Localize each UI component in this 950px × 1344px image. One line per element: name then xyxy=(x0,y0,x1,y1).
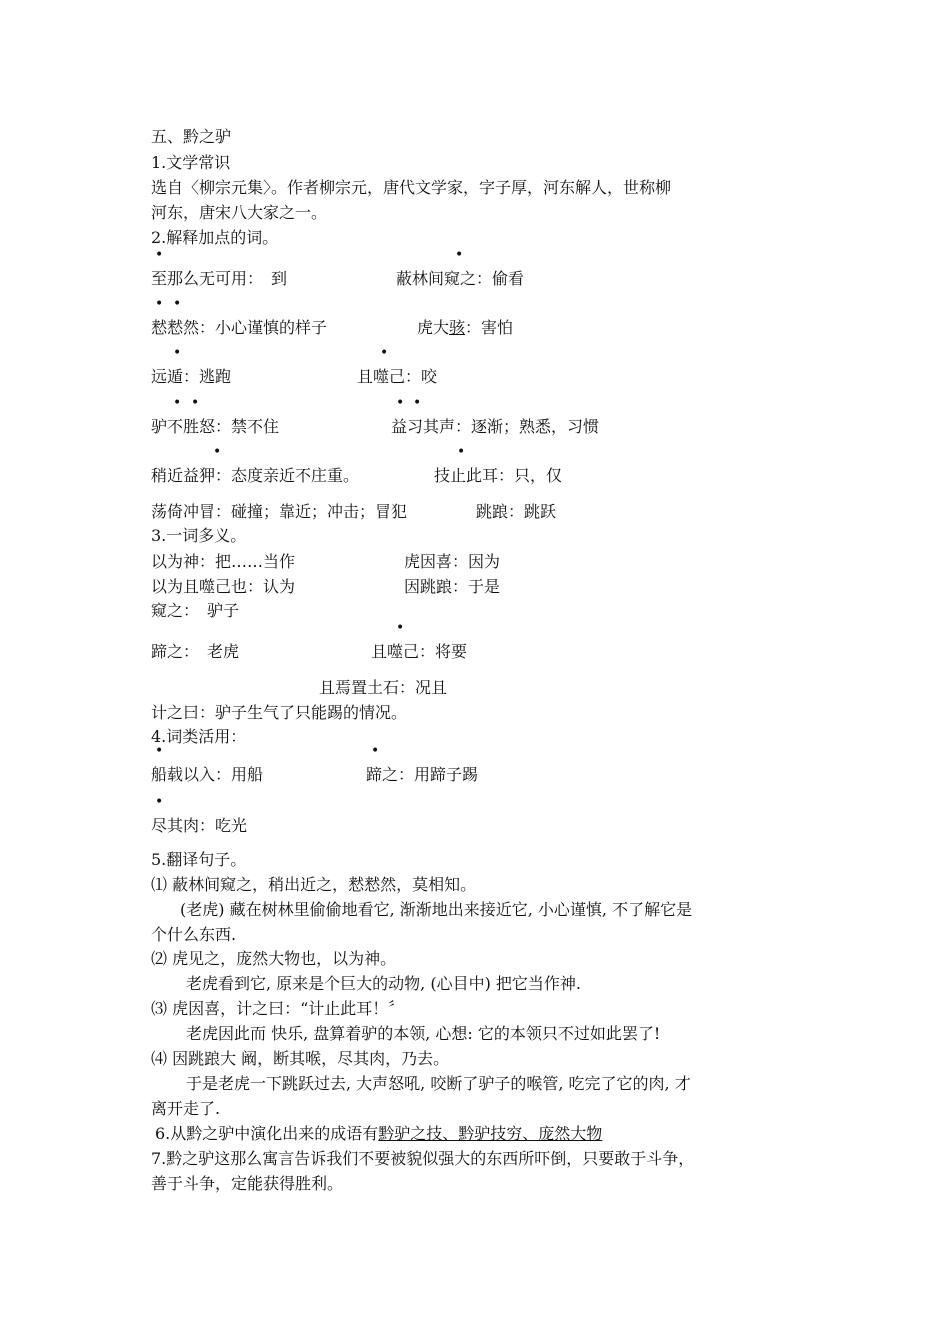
s2-row-2-right xyxy=(417,317,513,339)
s2-row-3-left: 远遁：逃跑 xyxy=(151,367,232,386)
s2-row-6-right: 跳踉：跳跃 xyxy=(476,502,557,521)
s5-answer-2: 老虎看到它, 原来是个巨大的动物, (心目中) 把它当作神. xyxy=(186,974,582,993)
section-1-text-line-1: 选自〈柳宗元集〉。作者柳宗元，唐代文学家，字子厚，河东解人，世称柳 xyxy=(151,178,672,197)
s3-row-3-left: 窥之： 驴子 xyxy=(151,601,240,620)
s2-row-2-right-pre: 虎大 xyxy=(417,318,450,337)
s3-row-1-left: 以为神：把……当作 xyxy=(151,552,296,571)
s5-question-3: ⑶ 虎因喜，计之曰：“计止此耳！〞 xyxy=(151,999,405,1018)
s2-row-3-right: 且噬己：咬 xyxy=(357,367,438,386)
s2-row-5-left: 稍近益狎：态度亲近不庄重。 xyxy=(151,466,360,485)
s5-question-4: ⑷ 因跳踉大 阚，断其喉，尽其肉，乃去。 xyxy=(151,1049,450,1068)
s5-answer-1-line-1: (老虎) 藏在树林里偷偷地看它, 渐渐地出来接近它, 小心谨慎, 不了解它是 xyxy=(180,900,693,919)
s3-row-1-right: 虎因喜：因为 xyxy=(404,552,501,571)
s2-row-4-left: 驴不胜怒：禁不住 xyxy=(151,417,280,436)
s3-row-5-right: 且焉置土石：况且 xyxy=(319,678,448,697)
s2-row-5-right: 技止此耳：只，仅 xyxy=(434,466,563,485)
section-4-heading: 4.词类活用： xyxy=(151,727,247,746)
s2-row-4-right: 益习其声：逐渐；熟悉，习惯 xyxy=(391,417,600,436)
s2-row-1-right: 蔽林间窥之：偷看 xyxy=(396,269,525,288)
s5-question-2: ⑵ 虎见之，庞然大物也，以为神。 xyxy=(151,949,397,968)
section-2-heading: 2.解释加点的词。 xyxy=(151,228,279,247)
s2-row-2-left: 慭慭然：小心谨慎的样子 xyxy=(151,318,328,337)
section-1-text-line-2: 河东，唐宋八大家之一。 xyxy=(151,203,328,222)
s2-row-6-left: 荡倚冲冒：碰撞；靠近；冲击；冒犯 xyxy=(151,502,408,521)
s4-row-1-right: 蹄之：用蹄子踢 xyxy=(366,765,479,784)
s5-answer-4-line-1: 于是老虎一下跳跃过去, 大声怒吼, 咬断了驴子的喉管, 吃完了它的肉, 才 xyxy=(186,1074,691,1093)
section-3-heading: 3.一词多义。 xyxy=(151,526,247,545)
s3-row-4-right: 且噬己：将要 xyxy=(371,642,468,661)
s5-answer-4-line-2: 离开走了. xyxy=(151,1099,221,1118)
section-7-line-1: 7.黔之驴这那么寓言告诉我们不要被貌似强大的东西所吓倒，只要敢于斗争， xyxy=(151,1149,695,1168)
s3-row-2-left: 以为且噬己也：认为 xyxy=(151,577,296,596)
s2-row-2-right-underlined: 骇 xyxy=(449,318,466,337)
s5-answer-1-line-2: 个什么东西. xyxy=(151,925,237,944)
s4-row-2-left: 尽其肉：吃光 xyxy=(151,816,248,835)
section-7-line-2: 善于斗争，定能获得胜利。 xyxy=(151,1174,344,1193)
s3-row-2-right: 因跳踉：于是 xyxy=(404,577,501,596)
s2-row-1-left: 至那么无可用： 到 xyxy=(151,269,288,288)
s3-row-4-left: 蹄之： 老虎 xyxy=(151,642,240,661)
document-page: 五、黔之驴 1.文学常识 选自〈柳宗元集〉。作者柳宗元，唐代文学家，字子厚，河东解人，世称柳 河东，唐宋八大家之一。 2.解释加点的词。 • • 至那么无可用： 到 蔽林间窥之：偷看 • • 慭慭然：小心谨慎的样子 虎大骇：害怕 • • 远遁：逃跑 且噬己：咬 • • • • 驴不胜怒：禁不住 益习其声：逐渐；熟悉，习惯 • • 稍近益狎：态度亲近不庄重。 技止此耳：只，仅 荡倚冲冒：碰撞；靠近；冲击；冒犯 跳踉：跳跃 3.一词多义。 以为神：把……当作 虎因喜：因为 以为且噬己也：认为 因跳踉：于是 窥之： 驴子 • 蹄之： 老虎 且噬己：将要 且焉置土石：况且 计之曰：驴子生气了只能踢的情况。 4.词类活用： • • 船载以入：用船 蹄之：用蹄子踢 • 尽其肉：吃光 5.翻译句子。 ⑴ 蔽林间窥之，稍出近之，慭慭然，莫相知。 (老虎) 藏在树林里偷偷地看它, 渐渐地出来接近它, 小心谨慎, 不了解它是 个什么东西. ⑵ 虎见之，庞然大物也，以为神。 老虎看到它, 原来是个巨大的动物, (心目中) 把它当作神. ⑶ 虎因喜，计之曰：“计止此耳！〞 老虎因此而 快乐, 盘算着驴的本领, 心想: 它的本领只不过如此罢了! ⑷ 因跳踉大 阚，断其喉，尽其肉，乃去。 于是老虎一下跳跃过去, 大声怒吼, 咬断了驴子的喉管, 吃完了它的肉, 才 离开走了. 6.从黔之驴中演化出来的成语有黔驴之技、黔驴技穷、庞然大物 7.黔之驴这那么寓言告诉我们不要被貌似强大的东西所吓倒，只要敢于斗争， 善于斗争，定能获得胜利。 xyxy=(151,127,695,1193)
s3-row-6-left: 计之曰：驴子生气了只能踢的情况。 xyxy=(151,703,408,722)
s4-row-1-left: 船载以入：用船 xyxy=(151,765,264,784)
section-6-text: 6.从黔之驴中演化出来的成语有 xyxy=(155,1124,379,1143)
section-5-heading: 5.翻译句子。 xyxy=(151,850,247,869)
document-title: 五、黔之驴 xyxy=(151,127,232,146)
s2-row-2-right-post: ：害怕 xyxy=(465,318,514,337)
section-6-idioms: 黔驴之技、黔驴技穷、庞然大物 xyxy=(378,1124,603,1143)
section-6 xyxy=(155,1123,602,1145)
s5-question-1: ⑴ 蔽林间窥之，稍出近之，慭慭然，莫相知。 xyxy=(151,875,477,894)
s5-answer-3: 老虎因此而 快乐, 盘算着驴的本领, 心想: 它的本领只不过如此罢了! xyxy=(186,1024,661,1043)
section-1-heading: 1.文学常识 xyxy=(151,153,231,172)
